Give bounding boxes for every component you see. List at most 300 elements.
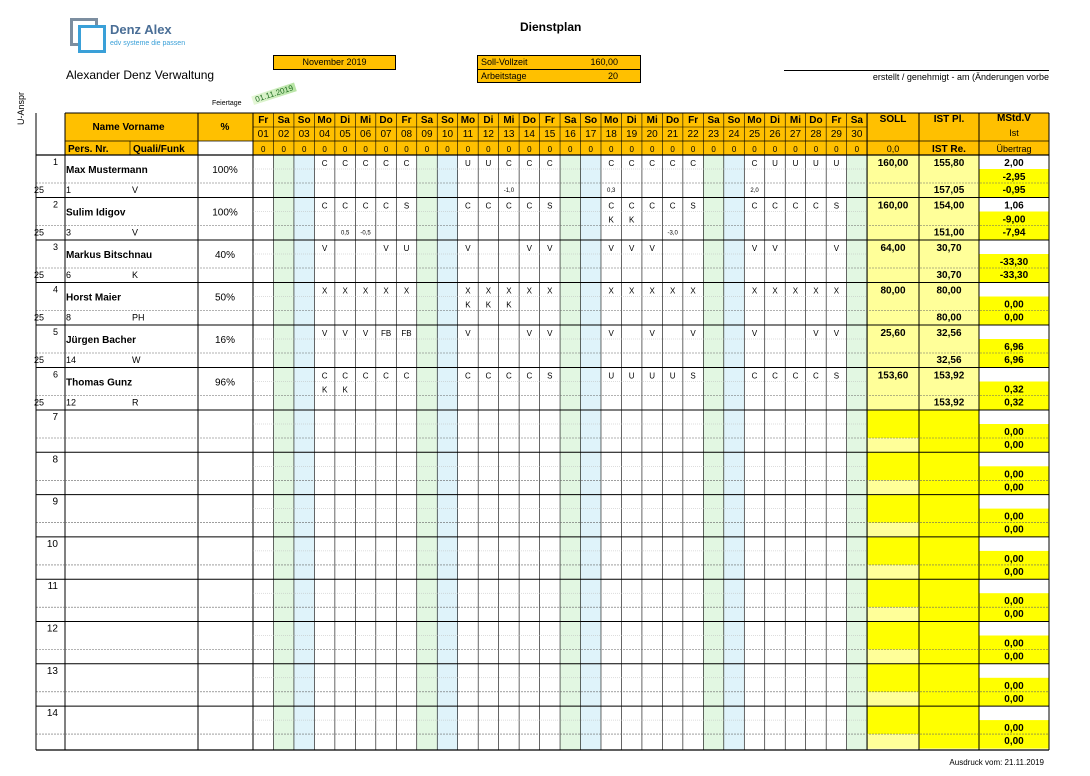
day-weekday: Sa bbox=[564, 115, 577, 126]
shift-code: U bbox=[833, 159, 840, 168]
shift-code: V bbox=[813, 329, 819, 338]
day-zero: 0 bbox=[793, 145, 798, 154]
soll-cell bbox=[867, 734, 919, 749]
shift-code: C bbox=[772, 201, 778, 211]
shift-code: C bbox=[526, 371, 533, 381]
shift-code: K bbox=[321, 385, 328, 395]
shift-code: U bbox=[485, 159, 492, 168]
pct-header: % bbox=[220, 122, 230, 133]
u-anspr: 25 bbox=[34, 312, 45, 323]
hour-correction: 0,3 bbox=[607, 188, 616, 194]
day-number: 22 bbox=[687, 129, 699, 140]
istre-value: 30,70 bbox=[936, 270, 962, 281]
shift-code: C bbox=[505, 371, 512, 381]
shift-code: C bbox=[321, 371, 328, 381]
shift-code: V bbox=[649, 244, 655, 253]
shift-code: C bbox=[526, 201, 533, 211]
shift-code: U bbox=[608, 371, 615, 381]
row-number: 10 bbox=[46, 538, 58, 550]
shift-code: U bbox=[649, 371, 656, 381]
day-weekday: Di bbox=[483, 115, 494, 126]
day-weekday: Di bbox=[340, 115, 351, 126]
ist-cell bbox=[919, 664, 979, 707]
row-number: 12 bbox=[46, 623, 58, 635]
istre-value: 153,92 bbox=[933, 397, 965, 409]
arbeitstage-label: Arbeitstage bbox=[481, 71, 527, 81]
mstd-value: 0,32 bbox=[1004, 384, 1024, 396]
shift-code: C bbox=[751, 371, 758, 381]
mstd-value: 0,00 bbox=[1004, 609, 1024, 621]
feiertage-label: Feiertage bbox=[212, 100, 242, 107]
shift-code: V bbox=[649, 329, 655, 338]
row-number: 4 bbox=[52, 284, 58, 295]
day-zero: 0 bbox=[752, 145, 757, 154]
shift-code: V bbox=[321, 244, 328, 253]
mstd-value: 0,00 bbox=[1004, 693, 1024, 705]
shift-code: V bbox=[629, 244, 635, 253]
shift-code: K bbox=[629, 215, 635, 225]
logo-name: Denz Alex bbox=[110, 22, 172, 37]
quali: PH bbox=[132, 312, 145, 323]
day-weekday: Mo bbox=[747, 115, 762, 126]
shift-code: U bbox=[628, 371, 635, 381]
page-title: Dienstplan bbox=[520, 20, 582, 34]
day-zero: 0 bbox=[322, 145, 327, 154]
day-number: 18 bbox=[605, 129, 617, 140]
shift-code: S bbox=[690, 371, 696, 381]
istpl-value: 30,70 bbox=[936, 243, 962, 254]
mstd-value: 0,00 bbox=[1004, 553, 1024, 565]
shift-code: C bbox=[505, 159, 512, 168]
soll-label: Soll-Vollzeit bbox=[481, 57, 528, 67]
day-zero: 0 bbox=[465, 145, 471, 154]
ist-cell bbox=[919, 579, 979, 622]
shift-code: V bbox=[342, 329, 348, 338]
employee-percent: 100% bbox=[212, 165, 238, 176]
istpl-value: 32,56 bbox=[936, 328, 962, 339]
row-number: 7 bbox=[52, 412, 58, 423]
shift-code: U bbox=[669, 371, 676, 381]
shift-code: V bbox=[772, 244, 778, 253]
mstd-value: 6,96 bbox=[1004, 342, 1024, 353]
u-anspr: 25 bbox=[34, 185, 45, 195]
shift-code: K bbox=[342, 385, 348, 395]
day-weekday: So bbox=[441, 115, 454, 126]
u-anspr: 25 bbox=[34, 355, 45, 365]
shift-code: V bbox=[526, 244, 533, 253]
employee-percent: 100% bbox=[212, 207, 238, 219]
shift-code: C bbox=[792, 371, 799, 381]
ist-cell bbox=[919, 706, 979, 749]
u-anspr-label: U-Anspr bbox=[16, 91, 26, 125]
pers-nr: 8 bbox=[66, 312, 72, 323]
shift-code: FB bbox=[380, 329, 392, 338]
shift-code: S bbox=[690, 201, 696, 211]
shift-code: X bbox=[690, 286, 696, 296]
soll-cell bbox=[867, 311, 919, 326]
shift-code: U bbox=[813, 159, 819, 168]
day-zero: 0 bbox=[834, 145, 839, 154]
day-number: 12 bbox=[482, 129, 494, 140]
mstd-value: 0,00 bbox=[1004, 736, 1024, 748]
mstd-value: 0,00 bbox=[1004, 524, 1024, 536]
u-anspr: 25 bbox=[34, 270, 45, 280]
shift-code: X bbox=[629, 286, 635, 296]
soll-cell bbox=[867, 438, 919, 453]
shift-code: V bbox=[321, 329, 328, 338]
day-zero: 0 bbox=[547, 145, 553, 154]
day-number: 26 bbox=[769, 129, 781, 140]
soll-sub: 0,0 bbox=[886, 144, 900, 154]
day-zero: 0 bbox=[568, 145, 573, 154]
shift-code: C bbox=[546, 159, 553, 168]
mstd-value: 0,00 bbox=[1004, 638, 1024, 650]
shift-code: U bbox=[792, 159, 799, 168]
day-number: 27 bbox=[789, 129, 802, 140]
ist-cell bbox=[919, 537, 979, 580]
shift-code: V bbox=[751, 244, 758, 253]
row-number: 8 bbox=[52, 454, 58, 466]
day-number: 09 bbox=[421, 129, 433, 140]
mstd-value: 0,00 bbox=[1004, 427, 1024, 438]
day-weekday: Mo bbox=[317, 115, 332, 126]
mstd-value: 0,00 bbox=[1004, 596, 1024, 608]
day-number: 21 bbox=[667, 129, 679, 140]
month-field[interactable]: November 2019 bbox=[273, 55, 396, 70]
shift-code: V bbox=[465, 244, 471, 253]
shift-code: C bbox=[383, 371, 389, 381]
row-number: 6 bbox=[52, 369, 58, 380]
day-zero: 0 bbox=[711, 145, 716, 154]
mstd-value: 0,00 bbox=[1004, 312, 1024, 324]
mstd-value: 0,00 bbox=[1004, 651, 1024, 663]
shift-code: C bbox=[342, 159, 349, 168]
day-weekday: Do bbox=[809, 115, 823, 126]
day-number: 11 bbox=[462, 129, 474, 140]
persnr-header: Pers. Nr. bbox=[68, 144, 109, 155]
day-number: 02 bbox=[278, 129, 290, 140]
day-number: 28 bbox=[810, 129, 822, 140]
shift-code: C bbox=[628, 201, 635, 211]
soll-cell bbox=[867, 523, 919, 538]
day-zero: 0 bbox=[670, 145, 675, 154]
day-zero: 0 bbox=[424, 145, 430, 154]
day-number: 04 bbox=[319, 129, 331, 140]
mstd-header: Ist bbox=[1009, 128, 1019, 138]
soll-value: 153,60 bbox=[877, 370, 909, 382]
shift-code: X bbox=[362, 286, 369, 296]
day-weekday: Mi bbox=[503, 115, 515, 126]
soll-value: 64,00 bbox=[880, 243, 906, 254]
day-weekday: Do bbox=[379, 115, 393, 126]
hour-correction: -0,5 bbox=[360, 230, 371, 237]
shift-code: C bbox=[505, 201, 512, 211]
shift-code: X bbox=[321, 286, 328, 296]
shift-code: C bbox=[628, 159, 635, 168]
shift-code: C bbox=[813, 371, 819, 381]
mstd-value: 0,00 bbox=[1004, 482, 1024, 494]
hour-correction: -1,0 bbox=[503, 188, 515, 194]
pers-nr: 12 bbox=[66, 397, 77, 408]
day-number: 13 bbox=[503, 129, 515, 140]
shift-code: V bbox=[833, 329, 840, 338]
day-zero: 0 bbox=[588, 145, 593, 154]
istre-value: 151,00 bbox=[933, 227, 965, 239]
day-weekday: Di bbox=[626, 115, 637, 126]
soll-cell bbox=[867, 565, 919, 580]
employee-percent: 50% bbox=[214, 292, 236, 304]
shift-code: X bbox=[751, 286, 758, 296]
shift-code: X bbox=[465, 286, 471, 296]
shift-code: X bbox=[792, 286, 799, 296]
mstd-value: 0,00 bbox=[1004, 680, 1024, 692]
employee-name: Horst Maier bbox=[66, 292, 122, 304]
shift-code: C bbox=[669, 159, 676, 168]
day-weekday: So bbox=[727, 115, 741, 126]
shift-code: C bbox=[362, 371, 369, 381]
hour-correction: 0,5 bbox=[340, 230, 350, 237]
print-date: Ausdruck vom: 21.11.2019 bbox=[949, 758, 1044, 767]
day-number: 01 bbox=[257, 129, 269, 140]
shift-code: C bbox=[321, 201, 328, 211]
shift-code: U bbox=[465, 159, 471, 168]
mstd-value: 0,00 bbox=[1004, 299, 1024, 311]
day-zero: 0 bbox=[486, 145, 491, 154]
shift-code: C bbox=[608, 201, 615, 211]
mstd-value: -33,30 bbox=[999, 257, 1029, 268]
shift-code: S bbox=[403, 201, 410, 211]
mstd-value: 0,00 bbox=[1004, 566, 1024, 578]
day-number: 10 bbox=[441, 129, 454, 140]
day-zero: 0 bbox=[261, 145, 266, 154]
mstd-header: Übertrag bbox=[996, 144, 1032, 154]
shift-code: K bbox=[608, 215, 614, 225]
shift-code: K bbox=[506, 300, 512, 310]
istpl-value: 154,00 bbox=[933, 200, 965, 212]
row-number: 13 bbox=[46, 665, 58, 677]
day-number: 03 bbox=[298, 129, 310, 140]
istre-value: 80,00 bbox=[936, 312, 962, 324]
ist-cell bbox=[919, 452, 979, 495]
shift-code: X bbox=[383, 286, 389, 296]
shift-code: S bbox=[547, 371, 553, 381]
ist-cell bbox=[919, 622, 979, 665]
day-zero: 0 bbox=[854, 145, 860, 154]
mstd-value: -9,00 bbox=[1002, 214, 1026, 226]
day-weekday: Mi bbox=[360, 115, 372, 126]
pers-nr: 3 bbox=[66, 227, 72, 238]
shift-code: C bbox=[751, 201, 758, 211]
shift-code: X bbox=[813, 286, 819, 296]
day-number: 20 bbox=[646, 129, 658, 140]
shift-code: C bbox=[342, 371, 349, 381]
shift-code: X bbox=[506, 286, 512, 296]
day-weekday: So bbox=[584, 115, 598, 126]
day-number: 30 bbox=[851, 129, 863, 140]
shift-code: C bbox=[465, 371, 471, 381]
shift-code: C bbox=[383, 159, 389, 168]
day-weekday: Sa bbox=[277, 115, 290, 126]
soll-value: 25,60 bbox=[880, 328, 906, 339]
shift-code: X bbox=[547, 286, 553, 296]
row-number: 1 bbox=[52, 157, 58, 167]
name-header: Name Vorname bbox=[92, 122, 165, 133]
shift-code: C bbox=[403, 371, 410, 381]
employee-percent: 96% bbox=[214, 377, 236, 389]
shift-code: C bbox=[485, 371, 492, 381]
istre-header: IST Re. bbox=[932, 144, 966, 155]
mstd-value: 0,00 bbox=[1004, 511, 1024, 523]
quali: V bbox=[132, 185, 139, 195]
mstd-value: -7,94 bbox=[1002, 227, 1026, 239]
pers-nr: 1 bbox=[66, 185, 72, 195]
day-weekday: Mi bbox=[646, 115, 658, 126]
day-number: 08 bbox=[400, 129, 413, 140]
arbeitstage-value: 20 bbox=[607, 71, 618, 81]
company-name: Alexander Denz Verwaltung bbox=[66, 68, 215, 82]
day-weekday: Fr bbox=[544, 115, 555, 126]
ist-cell bbox=[919, 495, 979, 537]
quali: K bbox=[132, 270, 139, 280]
day-zero: 0 bbox=[772, 145, 778, 154]
day-number: 19 bbox=[626, 129, 638, 140]
shift-code: V bbox=[547, 244, 553, 253]
shift-code: X bbox=[772, 286, 778, 296]
day-weekday: Do bbox=[665, 115, 680, 126]
day-weekday: Sa bbox=[850, 115, 863, 126]
shift-code: C bbox=[608, 159, 615, 168]
shift-code: X bbox=[669, 286, 676, 296]
day-zero: 0 bbox=[342, 145, 348, 154]
day-zero: 0 bbox=[281, 145, 286, 154]
mstd-value: 0,00 bbox=[1004, 723, 1024, 735]
soll-cell bbox=[867, 480, 919, 495]
day-weekday: Fr bbox=[688, 115, 699, 126]
day-number: 05 bbox=[339, 129, 351, 140]
day-zero: 0 bbox=[813, 145, 819, 154]
shift-code: V bbox=[383, 244, 389, 253]
day-weekday: Sa bbox=[707, 115, 720, 126]
soll-cell bbox=[867, 268, 919, 283]
employee-percent: 16% bbox=[214, 335, 236, 346]
day-weekday: Fr bbox=[831, 115, 842, 126]
soll-cell bbox=[867, 692, 919, 707]
day-zero: 0 bbox=[731, 145, 737, 154]
day-number: 06 bbox=[360, 129, 372, 140]
shift-code: K bbox=[485, 300, 492, 310]
shift-code: V bbox=[526, 329, 533, 338]
shift-code: C bbox=[485, 201, 492, 211]
day-zero: 0 bbox=[383, 145, 389, 154]
shift-code: V bbox=[751, 329, 758, 338]
ist-cell bbox=[919, 410, 979, 453]
day-zero: 0 bbox=[506, 145, 512, 154]
day-zero: 0 bbox=[363, 145, 368, 154]
employee-name: Max Mustermann bbox=[66, 165, 148, 176]
day-number: 14 bbox=[523, 129, 535, 140]
mstd-value: 2,00 bbox=[1004, 158, 1024, 169]
shift-code: X bbox=[608, 286, 614, 296]
logo-tagline: edv systeme die passen bbox=[110, 40, 186, 47]
day-number: 07 bbox=[380, 129, 392, 140]
day-number: 25 bbox=[748, 129, 761, 140]
day-weekday: So bbox=[297, 115, 311, 126]
shift-code: C bbox=[772, 371, 778, 381]
day-number: 15 bbox=[544, 129, 556, 140]
mstd-value: 0,32 bbox=[1004, 397, 1024, 409]
shift-code: C bbox=[690, 159, 696, 168]
mstd-value: 0,00 bbox=[1004, 440, 1024, 451]
day-weekday: Mo bbox=[460, 115, 476, 126]
shift-code: V bbox=[362, 329, 369, 338]
day-zero: 0 bbox=[649, 145, 655, 154]
row-number: 2 bbox=[52, 199, 58, 210]
day-zero: 0 bbox=[608, 145, 614, 154]
mstd-value: 6,96 bbox=[1004, 355, 1024, 366]
employee-name: Thomas Gunz bbox=[66, 377, 133, 389]
day-weekday: Fr bbox=[258, 115, 269, 126]
shift-code: V bbox=[547, 329, 553, 338]
employee-percent: 40% bbox=[214, 250, 236, 261]
day-zero: 0 bbox=[690, 145, 696, 154]
mstd-header: MStd.V bbox=[997, 113, 1031, 124]
istpl-value: 80,00 bbox=[936, 285, 962, 297]
day-weekday: Mi bbox=[789, 115, 802, 126]
mstd-value: -33,30 bbox=[999, 270, 1029, 281]
shift-code: U bbox=[403, 244, 410, 253]
mstd-value: 1,06 bbox=[1004, 200, 1024, 212]
istre-value: 157,05 bbox=[933, 185, 965, 196]
shift-code: C bbox=[669, 201, 676, 211]
shift-code: C bbox=[403, 159, 410, 168]
soll-cell bbox=[867, 226, 919, 241]
approval-line: erstellt / genehmigt - am (Änderungen vorbe bbox=[784, 70, 1049, 82]
day-number: 17 bbox=[585, 129, 597, 140]
soll-header: SOLL bbox=[879, 114, 907, 125]
row-number: 3 bbox=[52, 242, 58, 252]
employee-name: Jürgen Bacher bbox=[66, 335, 137, 346]
shift-code: C bbox=[649, 159, 656, 168]
shift-code: U bbox=[772, 159, 778, 168]
shift-code: C bbox=[465, 201, 471, 211]
mstd-value: -2,95 bbox=[1002, 172, 1026, 183]
day-zero: 0 bbox=[404, 145, 409, 154]
day-weekday: Fr bbox=[401, 115, 412, 126]
day-number: 29 bbox=[830, 129, 842, 140]
shift-code: C bbox=[526, 159, 533, 168]
shift-code: C bbox=[362, 201, 369, 211]
day-number: 24 bbox=[728, 129, 740, 140]
soll-value: 160,00 bbox=[877, 200, 909, 212]
shift-code: V bbox=[833, 244, 840, 253]
soll-cell bbox=[867, 396, 919, 411]
row-number: 11 bbox=[47, 581, 58, 593]
shift-code: C bbox=[751, 159, 758, 168]
quali: W bbox=[132, 355, 141, 365]
shift-code: X bbox=[649, 286, 655, 296]
day-number: 16 bbox=[564, 129, 576, 140]
row-number: 9 bbox=[52, 496, 58, 508]
shift-code: FB bbox=[401, 329, 412, 338]
day-number: 23 bbox=[708, 129, 720, 140]
shift-code: S bbox=[833, 201, 840, 211]
row-number: 5 bbox=[52, 327, 58, 337]
shift-code: V bbox=[465, 329, 471, 338]
day-zero: 0 bbox=[629, 145, 634, 154]
shift-code: C bbox=[342, 201, 349, 211]
shift-code: X bbox=[485, 286, 492, 296]
soll-cell bbox=[867, 353, 919, 368]
